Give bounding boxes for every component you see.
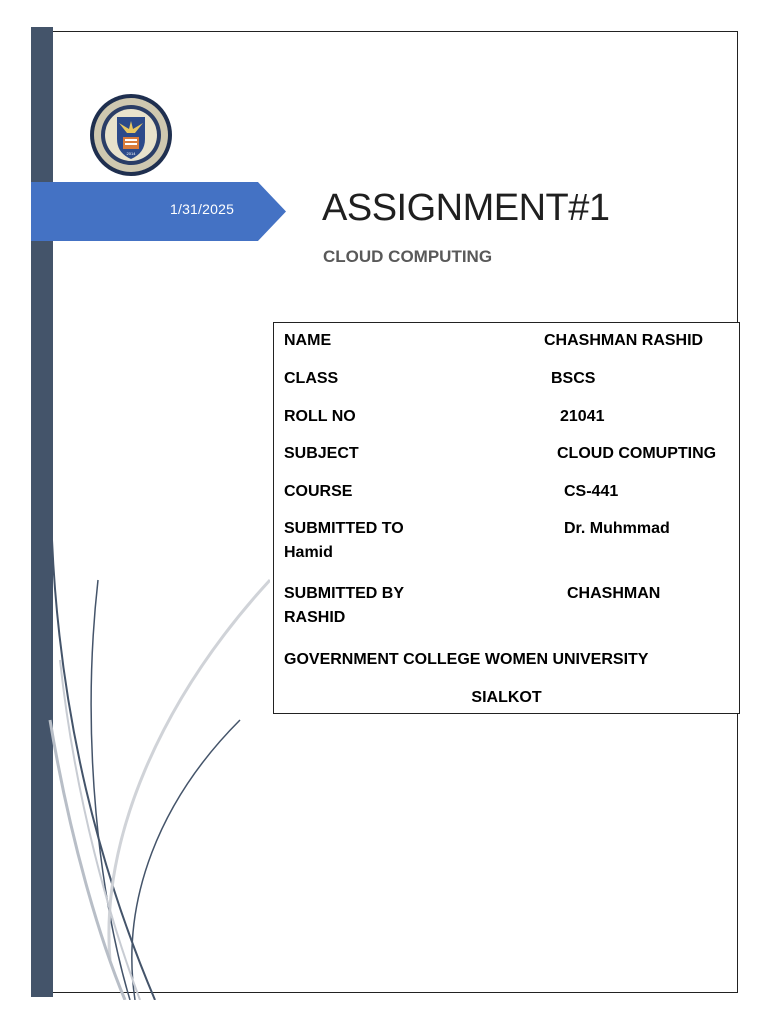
decorative-curves [40,540,270,1000]
university-city: SIALKOT [471,689,542,706]
cover-date: 1/31/2025 [170,201,235,217]
submitted-by-value-wrap: RASHID [284,609,346,626]
submitted-to-label: SUBMITTED TO [284,520,404,537]
name-value: CHASHMAN RASHID [544,332,704,349]
university-seal-icon [89,93,173,177]
student-details-box [273,322,740,714]
svg-text:2014: 2014 [126,151,136,156]
class-value: BSCS [551,370,596,387]
page-title: ASSIGNMENT#1 [322,187,610,229]
submitted-to-value: Dr. Muhmmad [564,520,670,537]
roll-value: 21041 [560,408,605,425]
submitted-to-value-wrap: Hamid [284,544,333,561]
class-label: CLASS [284,370,339,387]
page-subtitle: CLOUD COMPUTING [323,247,493,266]
subject-label: SUBJECT [284,445,359,462]
submitted-by-label: SUBMITTED BY [284,585,404,602]
course-label: COURSE [284,483,353,500]
submitted-by-value: CHASHMAN [567,585,661,602]
course-value: CS-441 [564,483,619,500]
name-label: NAME [284,332,332,349]
roll-label: ROLL NO [284,408,356,425]
subject-value: CLOUD COMUPTING [557,445,717,462]
university-name: GOVERNMENT COLLEGE WOMEN UNIVERSITY [284,651,649,668]
